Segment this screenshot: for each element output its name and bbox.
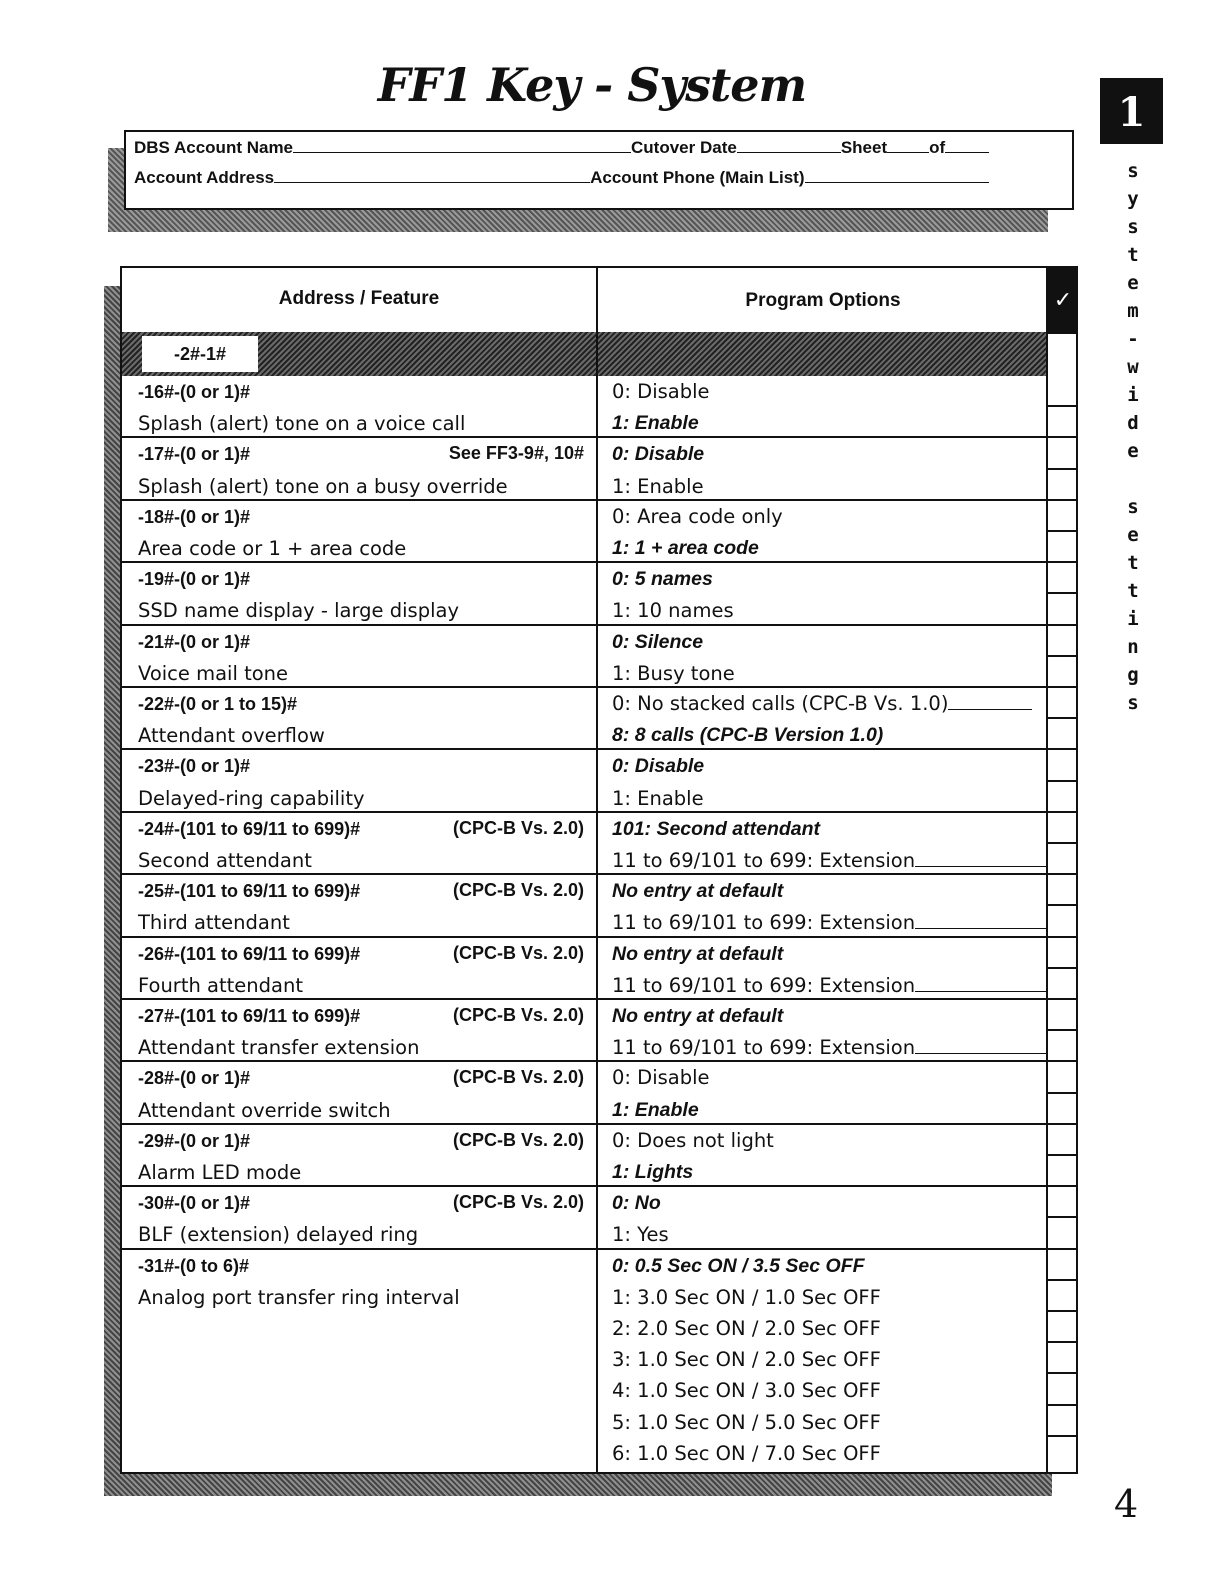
- address-code: -26#-(101 to 69/11 to 699)#: [138, 943, 361, 964]
- table-row: [122, 938, 1078, 1000]
- side-letter: s: [1127, 496, 1139, 518]
- feature-label: Second attendant: [138, 849, 312, 872]
- account-line-2: [134, 168, 989, 188]
- address-code: -24#-(101 to 69/11 to 699)#: [138, 818, 361, 839]
- table-row: [122, 1000, 1078, 1062]
- option: 0: Disable: [612, 1066, 710, 1090]
- cutover-date-field[interactable]: [737, 138, 841, 153]
- side-letter: s: [1127, 692, 1139, 714]
- address-cell: [138, 813, 592, 876]
- address-cell: [138, 1125, 592, 1188]
- address-cell: [138, 1187, 592, 1250]
- options-cell: [612, 438, 1044, 501]
- default-option: 0: No: [612, 1192, 661, 1215]
- check-box[interactable]: [1048, 969, 1076, 1000]
- address-cell: [138, 376, 592, 439]
- default-option: 1: Lights: [612, 1161, 694, 1183]
- default-option: No entry at default: [612, 880, 784, 903]
- address-cell: [138, 626, 592, 689]
- default-option: 1: Enable: [612, 1098, 699, 1121]
- section-tab: 1: [1100, 78, 1163, 144]
- default-option: 0: 0.5 Sec ON / 3.5 Sec OFF: [612, 1254, 865, 1277]
- side-letter: d: [1127, 412, 1139, 434]
- of-field[interactable]: [945, 138, 989, 153]
- options-cell: [612, 688, 1044, 751]
- default-option: No entry at default: [612, 1005, 784, 1027]
- check-box[interactable]: [1048, 1000, 1076, 1031]
- address-cell: [138, 1000, 592, 1063]
- side-letter: e: [1127, 272, 1139, 294]
- address-note: (CPC-B Vs. 2.0): [452, 1129, 584, 1150]
- table-row: [122, 688, 1078, 750]
- check-box[interactable]: [1048, 938, 1076, 969]
- check-box[interactable]: [1048, 688, 1076, 719]
- address-note: (CPC-B Vs. 2.0): [452, 1192, 584, 1213]
- side-letter: e: [1127, 524, 1139, 546]
- address-code: -16#-(0 or 1)#: [138, 382, 251, 402]
- feature-label: Attendant override switch: [138, 1098, 391, 1122]
- table-row: [122, 376, 1078, 438]
- default-option: 0: Disable: [612, 755, 705, 778]
- side-letter: n: [1127, 636, 1139, 658]
- feature-label: Third attendant: [138, 911, 290, 935]
- check-box[interactable]: [1048, 782, 1076, 813]
- side-letter: t: [1127, 580, 1139, 602]
- feature-label: Fourth attendant: [138, 973, 303, 997]
- option: 1: 3.0 Sec ON / 1.0 Sec OFF: [612, 1285, 881, 1309]
- address-code: -23#-(0 or 1)#: [138, 756, 251, 777]
- cutover-date-label: Cutover Date: [631, 138, 737, 157]
- default-option: 8: 8 calls (CPC-B Version 1.0): [612, 724, 884, 747]
- section-label: -2#-1#: [142, 336, 258, 372]
- feature-label: Area code or 1 + area code: [138, 537, 407, 560]
- check-box[interactable]: [1048, 501, 1076, 532]
- option: 11 to 69/101 to 699: Extension: [612, 973, 916, 997]
- feature-label: SSD name display - large display: [138, 599, 459, 623]
- address-cell: [138, 1062, 592, 1125]
- account-phone-field[interactable]: [805, 168, 989, 183]
- check-box[interactable]: [1048, 906, 1076, 937]
- feature-label: Splash (alert) tone on a voice call: [138, 412, 466, 436]
- address-note: See FF3-9#, 10#: [448, 443, 584, 464]
- account-address-label: Account Address: [134, 168, 275, 187]
- table-row: [122, 501, 1078, 563]
- account-line-1: [134, 138, 989, 158]
- address-cell: [138, 501, 592, 564]
- check-box[interactable]: [1048, 1250, 1076, 1281]
- check-box[interactable]: [1048, 1125, 1076, 1156]
- default-option: 0: 5 names: [612, 568, 713, 591]
- account-name-label: DBS Account Name: [134, 138, 294, 157]
- options-cell: [612, 1000, 1044, 1063]
- side-letter: w: [1127, 356, 1139, 378]
- side-letter: t: [1127, 552, 1139, 574]
- default-option: No entry at default: [612, 942, 784, 965]
- address-code: -30#-(0 or 1)#: [138, 1193, 251, 1214]
- address-note: (CPC-B Vs. 2.0): [452, 817, 584, 838]
- col-address-header: Address / Feature: [278, 288, 440, 309]
- check-box[interactable]: [1048, 626, 1076, 657]
- side-letter: e: [1127, 440, 1139, 462]
- table-row: [122, 563, 1078, 625]
- check-box[interactable]: [1048, 750, 1076, 781]
- option: 2: 2.0 Sec ON / 2.0 Sec OFF: [612, 1317, 881, 1340]
- check-box[interactable]: [1048, 1281, 1076, 1312]
- side-letter: s: [1127, 216, 1139, 238]
- col-options-header: Program Options: [745, 290, 901, 311]
- side-letter: g: [1127, 664, 1139, 686]
- check-box[interactable]: [1048, 875, 1076, 906]
- sheet-label: Sheet: [840, 138, 888, 157]
- address-cell: [138, 1250, 592, 1313]
- check-mark-icon: ✓: [1048, 268, 1078, 334]
- account-name-field[interactable]: [293, 138, 631, 153]
- account-box: [124, 130, 1074, 210]
- sheet-field[interactable]: [887, 138, 929, 153]
- check-box[interactable]: [1048, 376, 1076, 407]
- check-box[interactable]: [1048, 438, 1076, 469]
- check-box[interactable]: [1048, 657, 1076, 688]
- address-note: (CPC-B Vs. 2.0): [452, 880, 584, 901]
- default-option: 101: Second attendant: [612, 817, 821, 840]
- option: 1: Busy tone: [612, 661, 735, 685]
- page-number: 4: [1114, 1482, 1139, 1526]
- option: 0: Area code only: [612, 504, 783, 528]
- table-row: [122, 875, 1078, 937]
- check-box[interactable]: [1048, 1437, 1076, 1468]
- address-code: -19#-(0 or 1)#: [138, 569, 251, 590]
- table-row: [122, 1125, 1078, 1187]
- entry-blank[interactable]: [948, 693, 1032, 710]
- address-cell: [138, 875, 592, 938]
- address-code: -21#-(0 or 1)#: [138, 631, 251, 652]
- feature-label: Alarm LED mode: [138, 1161, 302, 1184]
- option: 11 to 69/101 to 699: Extension: [612, 849, 916, 872]
- side-letter: m: [1127, 300, 1139, 322]
- address-cell: [138, 938, 592, 1001]
- side-letter: t: [1127, 244, 1139, 266]
- address-code: -25#-(101 to 69/11 to 699)#: [138, 881, 361, 902]
- options-cell: [612, 813, 1044, 876]
- of-label: of: [929, 138, 946, 157]
- feature-label: Splash (alert) tone on a busy override: [138, 474, 508, 498]
- address-code: -28#-(0 or 1)#: [138, 1068, 251, 1089]
- options-cell: [612, 563, 1044, 626]
- default-option: 0: Silence: [612, 630, 704, 653]
- address-code: -27#-(101 to 69/11 to 699)#: [138, 1006, 361, 1026]
- option: 6: 1.0 Sec ON / 7.0 Sec OFF: [612, 1441, 881, 1465]
- check-box[interactable]: [1048, 470, 1076, 501]
- table-row: [122, 1187, 1078, 1249]
- check-box[interactable]: [1048, 1312, 1076, 1343]
- options-cell: [612, 1250, 1044, 1469]
- feature-label: Attendant transfer extension: [138, 1036, 420, 1060]
- feature-label: BLF (extension) delayed ring: [138, 1223, 419, 1247]
- feature-label: Delayed-ring capability: [138, 786, 365, 810]
- option: 11 to 69/101 to 699: Extension: [612, 1036, 916, 1060]
- options-cell: [612, 1062, 1044, 1125]
- options-cell: [612, 875, 1044, 938]
- side-letter: i: [1127, 608, 1139, 630]
- address-note: (CPC-B Vs. 2.0): [452, 1005, 584, 1025]
- check-box[interactable]: [1048, 532, 1076, 563]
- option: 0: Does not light: [612, 1128, 774, 1152]
- check-box[interactable]: [1048, 844, 1076, 875]
- check-box[interactable]: [1048, 407, 1076, 438]
- default-option: 1: 1 + area code: [612, 537, 759, 559]
- options-cell: [612, 376, 1044, 439]
- table-row: [122, 1062, 1078, 1124]
- default-option: 0: Disable: [612, 443, 705, 466]
- side-letter: -: [1127, 328, 1139, 350]
- options-table: [120, 266, 1078, 1474]
- option: 1: Yes: [612, 1223, 669, 1247]
- options-cell: [612, 1187, 1044, 1250]
- address-code: -31#-(0 to 6)#: [138, 1255, 250, 1276]
- check-box[interactable]: [1048, 719, 1076, 750]
- check-box[interactable]: [1048, 563, 1076, 594]
- table-row: [122, 813, 1078, 875]
- entry-blank[interactable]: [915, 975, 1047, 992]
- address-cell: [138, 563, 592, 626]
- table-header: [122, 268, 1048, 334]
- options-cell: [612, 938, 1044, 1001]
- options-cell: [612, 1125, 1044, 1188]
- table-row: [122, 626, 1078, 688]
- side-letter: i: [1127, 384, 1139, 406]
- table-row: [122, 438, 1078, 500]
- check-box[interactable]: [1048, 1406, 1076, 1437]
- entry-blank[interactable]: [915, 912, 1047, 929]
- option: 1: Enable: [612, 786, 704, 810]
- option: 0: No stacked calls (CPC-B Vs. 1.0): [612, 692, 949, 715]
- option: 3: 1.0 Sec ON / 2.0 Sec OFF: [612, 1348, 881, 1372]
- address-code: -18#-(0 or 1)#: [138, 506, 251, 527]
- check-box[interactable]: [1048, 1094, 1076, 1125]
- feature-label: Voice mail tone: [138, 661, 289, 685]
- option: 5: 1.0 Sec ON / 5.0 Sec OFF: [612, 1410, 881, 1434]
- side-letter: y: [1127, 188, 1139, 210]
- side-letter: s: [1127, 160, 1139, 182]
- section-band: [122, 332, 1048, 376]
- address-cell: [138, 688, 592, 751]
- page-title: FF1 Key - System: [377, 58, 807, 112]
- option: 1: 10 names: [612, 599, 734, 623]
- option: 4: 1.0 Sec ON / 3.0 Sec OFF: [612, 1379, 881, 1403]
- table-row: [122, 750, 1078, 812]
- check-box[interactable]: [1048, 1062, 1076, 1093]
- address-code: -17#-(0 or 1)#: [138, 444, 251, 465]
- entry-blank[interactable]: [915, 1037, 1047, 1054]
- feature-label: Attendant overflow: [138, 724, 325, 748]
- check-box[interactable]: [1048, 1218, 1076, 1249]
- entry-blank[interactable]: [915, 850, 1047, 867]
- default-option: 1: Enable: [612, 412, 699, 435]
- check-box[interactable]: [1048, 1187, 1076, 1218]
- address-note: (CPC-B Vs. 2.0): [452, 1067, 584, 1088]
- feature-label: Analog port transfer ring interval: [138, 1285, 460, 1309]
- account-phone-label: Account Phone (Main List): [590, 168, 805, 187]
- option: 0: Disable: [612, 380, 710, 403]
- options-cell: [612, 750, 1044, 813]
- check-box[interactable]: [1048, 1343, 1076, 1374]
- option: 11 to 69/101 to 699: Extension: [612, 911, 916, 935]
- check-box[interactable]: [1048, 1156, 1076, 1187]
- table-row: [122, 1250, 1078, 1468]
- address-note: (CPC-B Vs. 2.0): [452, 942, 584, 963]
- account-address-field[interactable]: [274, 168, 590, 183]
- address-code: -29#-(0 or 1)#: [138, 1130, 251, 1151]
- options-cell: [612, 501, 1044, 564]
- check-box[interactable]: [1048, 594, 1076, 625]
- option: 1: Enable: [612, 474, 704, 498]
- address-code: -22#-(0 or 1 to 15)#: [138, 694, 298, 714]
- check-box[interactable]: [1048, 1374, 1076, 1405]
- address-cell: [138, 438, 592, 501]
- address-cell: [138, 750, 592, 813]
- options-cell: [612, 626, 1044, 689]
- check-box[interactable]: [1048, 1031, 1076, 1062]
- check-box[interactable]: [1048, 813, 1076, 844]
